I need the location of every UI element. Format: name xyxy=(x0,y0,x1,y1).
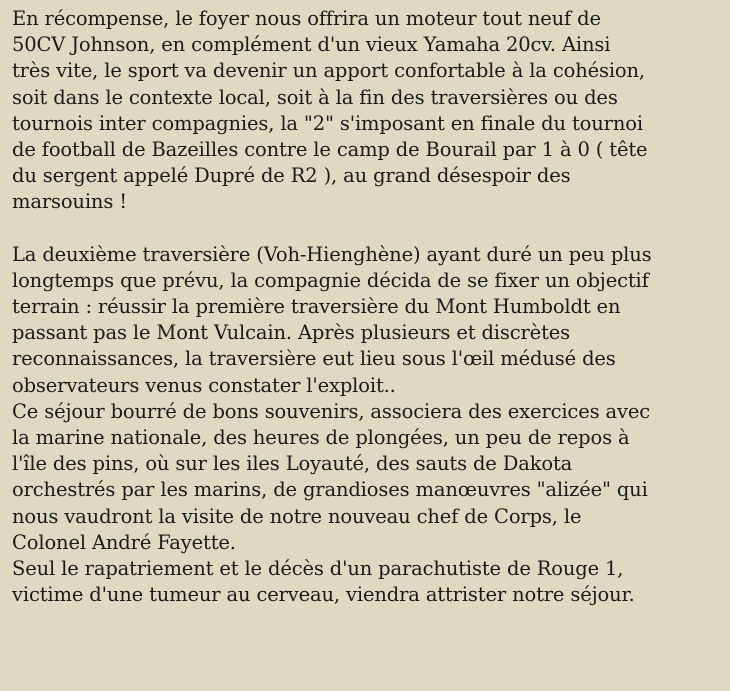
text-line: orchestrés par les marins, de grandioses manœuvres "alizée" qui xyxy=(12,478,648,502)
text-line: 50CV Johnson, en complément d'un vieux Yamaha 20cv. Ainsi xyxy=(12,33,611,57)
text-line: passant pas le Mont Vulcain. Après plusieurs et discrètes xyxy=(12,321,570,345)
text-line: observateurs venus constater l'exploit.. xyxy=(12,373,396,397)
paragraph-1 xyxy=(12,6,722,216)
paragraph-2 xyxy=(12,242,722,609)
text-line: de football de Bazeilles contre le camp de Bourail par 1 à 0 ( tête xyxy=(12,138,648,162)
text-line: soit dans le contexte local, soit à la fin des traversières ou des xyxy=(12,85,618,109)
text-line: reconnaissances, la traversière eut lieu sous l'œil médusé des xyxy=(12,347,616,371)
text-line: longtemps que prévu, la compagnie décida de se fixer un objectif xyxy=(12,268,649,292)
text-line: très vite, le sport va devenir un apport confortable à la cohésion, xyxy=(12,59,645,83)
text-line: Seul le rapatriement et le décès d'un parachutiste de Rouge 1, xyxy=(12,557,624,581)
text-line: victime d'une tumeur au cerveau, viendra attrister notre séjour. xyxy=(12,583,635,607)
text-line: Ce séjour bourré de bons souvenirs, associera des exercices avec xyxy=(12,399,651,423)
text-line: la marine nationale, des heures de plongées, un peu de repos à xyxy=(12,426,630,450)
text-line: du sergent appelé Dupré de R2 ), au grand désespoir des xyxy=(12,164,571,188)
text-line: Colonel André Fayette. xyxy=(12,530,236,554)
text-line: tournois inter compagnies, la "2" s'imposant en finale du tournoi xyxy=(12,111,643,135)
text-line: terrain : réussir la première traversière du Mont Humboldt en xyxy=(12,295,621,319)
text-line: La deuxième traversière (Voh-Hienghène) ayant duré un peu plus xyxy=(12,242,652,266)
text-line: nous vaudront la visite de notre nouveau chef de Corps, le xyxy=(12,504,582,528)
text-line: l'île des pins, où sur les iles Loyauté, des sauts de Dakota xyxy=(12,452,573,476)
paragraph-gap xyxy=(12,216,722,242)
text-line: marsouins ! xyxy=(12,190,127,214)
text-line: En récompense, le foyer nous offrira un moteur tout neuf de xyxy=(12,7,601,30)
